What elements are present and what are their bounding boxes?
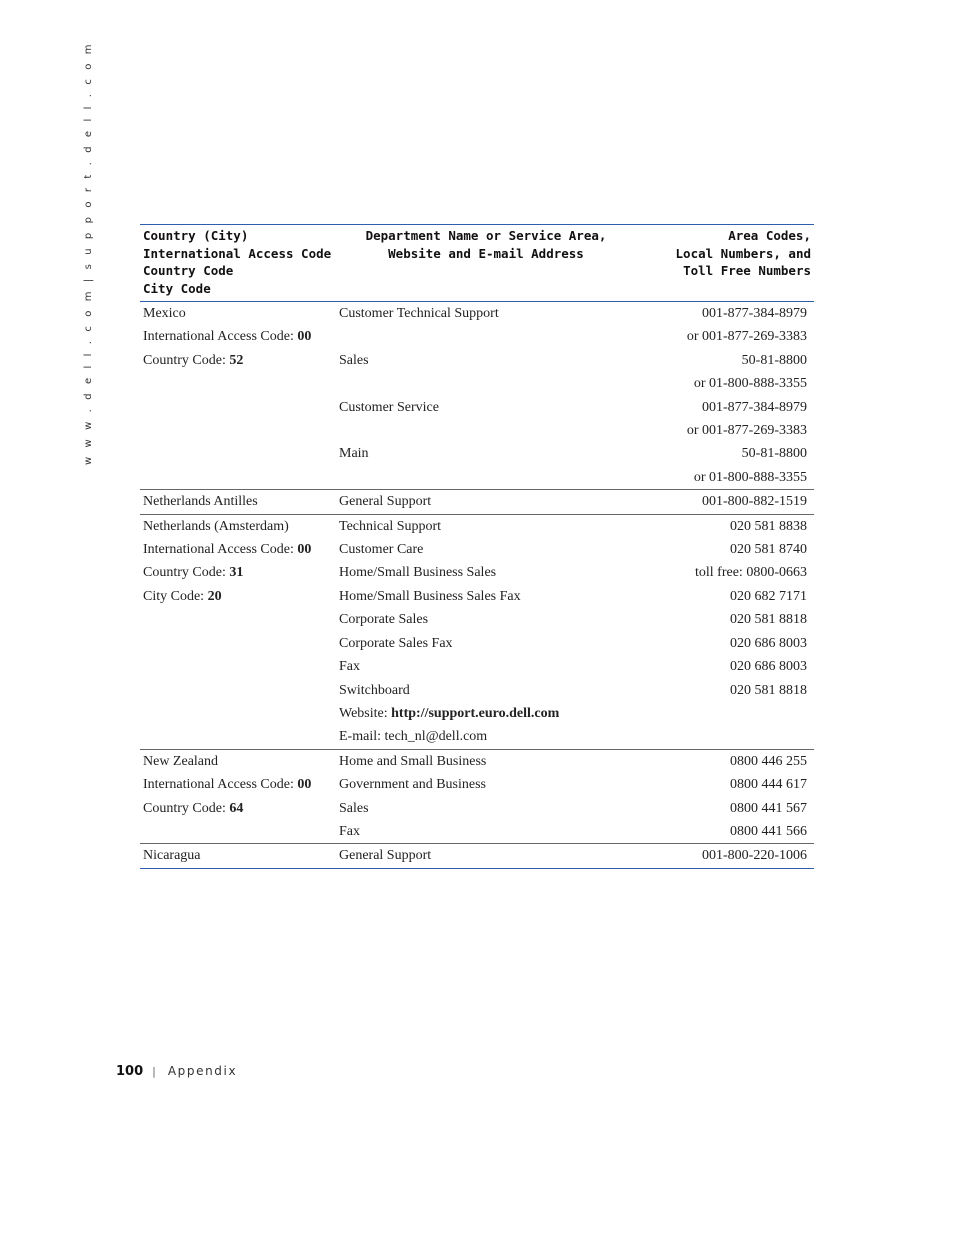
table-row (140, 725, 814, 749)
department-cell (336, 585, 636, 608)
department-cell (336, 797, 636, 820)
department-label: Customer Care (339, 542, 424, 558)
contact-table (140, 224, 814, 869)
contact-table-container (140, 224, 814, 869)
phone-number: 001-800-220-1006 (702, 848, 807, 864)
phone-number-cell (636, 655, 814, 678)
table-row (140, 773, 814, 796)
table-row (140, 490, 814, 514)
phone-number: or 001-877-269-3383 (686, 423, 807, 439)
department-label: Fax (339, 659, 360, 675)
phone-number: 001-800-882-1519 (702, 494, 807, 510)
country-info-cell (140, 325, 336, 348)
country-name-cell (140, 749, 336, 773)
table-row (140, 302, 814, 326)
country-info-value: 31 (229, 565, 244, 581)
phone-number-cell (636, 749, 814, 773)
country-info-value: 64 (229, 800, 244, 816)
phone-number-cell (636, 396, 814, 419)
department-cell (336, 844, 636, 868)
table-row (140, 655, 814, 678)
country-info-cell (140, 561, 336, 584)
department-label: General Support (339, 848, 432, 864)
header-department (336, 225, 636, 302)
department-cell (336, 608, 636, 631)
header-numbers (636, 225, 814, 302)
department-cell (336, 349, 636, 372)
department-cell (336, 372, 636, 395)
table-row (140, 419, 814, 442)
department-label: General Support (339, 494, 432, 510)
table-row (140, 466, 814, 490)
phone-number-cell (636, 514, 814, 538)
phone-number: 020 581 8818 (730, 612, 807, 628)
phone-number-cell (636, 797, 814, 820)
department-label: Home and Small Business (339, 753, 487, 769)
table-row (140, 561, 814, 584)
phone-number-cell (636, 632, 814, 655)
country-info-label: International Access Code: (143, 542, 298, 558)
country-info-cell (140, 372, 336, 395)
phone-number: 001-877-384-8979 (702, 306, 807, 321)
phone-number-cell (636, 372, 814, 395)
side-url-text: w w w . d e l l . c o m | s u p p o r t . d e l l . c o m (83, 41, 94, 465)
table-row (140, 325, 814, 348)
country-info-cell (140, 466, 336, 490)
table-body (140, 302, 814, 869)
country-info-value: 20 (207, 588, 222, 604)
country-info-cell (140, 655, 336, 678)
department-cell (336, 490, 636, 514)
phone-number: 020 581 8838 (730, 518, 807, 534)
phone-number-cell (636, 490, 814, 514)
country-info-cell (140, 608, 336, 631)
department-label: Corporate Sales Fax (339, 635, 453, 651)
country-name: Netherlands (Amsterdam) (143, 518, 289, 534)
phone-number: 50-81-8800 (741, 446, 807, 462)
country-info-label: Country Code: (143, 352, 230, 368)
phone-number-cell (636, 325, 814, 348)
phone-number: 020 686 8003 (730, 659, 807, 675)
department-cell (336, 679, 636, 702)
phone-number-cell (636, 773, 814, 796)
page-number: 100 (116, 1064, 144, 1079)
header-department-line: Department Name or Service Area, (365, 228, 607, 243)
country-info-value: 00 (297, 329, 312, 345)
header-country-line: City Code (143, 280, 211, 296)
country-info-value: 52 (229, 352, 244, 368)
table-row (140, 632, 814, 655)
department-label: Fax (339, 823, 360, 839)
table-row (140, 820, 814, 844)
phone-number: 020 682 7171 (730, 588, 807, 604)
department-cell (336, 820, 636, 844)
department-cell (336, 442, 636, 465)
table-row (140, 797, 814, 820)
department-label: Technical Support (339, 518, 442, 534)
country-info-cell (140, 679, 336, 702)
table-row (140, 442, 814, 465)
footer-separator: | (152, 1065, 156, 1078)
phone-number: or 01-800-888-3355 (693, 376, 807, 392)
phone-number-cell (636, 419, 814, 442)
phone-number-cell (636, 442, 814, 465)
phone-number: 020 581 8740 (730, 542, 807, 558)
country-info-cell (140, 396, 336, 419)
country-info-cell (140, 349, 336, 372)
phone-number: toll free: 0800-0663 (695, 565, 807, 581)
department-cell (336, 514, 636, 538)
phone-number: 020 686 8003 (730, 635, 807, 651)
country-info-cell (140, 419, 336, 442)
side-url-margin (83, 41, 97, 465)
table-row (140, 844, 814, 868)
department-cell (336, 466, 636, 490)
department-cell (336, 325, 636, 348)
table-row (140, 349, 814, 372)
table-row (140, 608, 814, 631)
header-numbers-line: Area Codes, (728, 228, 811, 243)
phone-number-cell (636, 820, 814, 844)
country-info-label: Country Code: (143, 800, 230, 816)
header-country (140, 225, 336, 302)
phone-number-cell (636, 585, 814, 608)
country-info-cell (140, 773, 336, 796)
country-name: Mexico (143, 306, 186, 321)
website-link[interactable]: http://support.euro.dell.com (391, 705, 560, 721)
phone-number-cell (636, 561, 814, 584)
country-info-label: Country Code: (143, 565, 230, 581)
country-info-cell (140, 442, 336, 465)
phone-number-cell (636, 725, 814, 749)
department-cell (336, 419, 636, 442)
department-label: Corporate Sales (339, 612, 429, 628)
country-info-label: City Code: (143, 588, 208, 604)
phone-number: or 01-800-888-3355 (693, 469, 807, 485)
department-cell (336, 773, 636, 796)
phone-number: 0800 441 567 (730, 800, 807, 816)
header-numbers-line: Toll Free Numbers (683, 263, 811, 278)
country-info-cell (140, 702, 336, 725)
department-label: Customer Service (339, 399, 439, 415)
table-row (140, 585, 814, 608)
phone-number-cell (636, 466, 814, 490)
table-row (140, 749, 814, 773)
country-name-cell (140, 514, 336, 538)
country-info-cell (140, 632, 336, 655)
department-label: Main (339, 446, 369, 462)
department-cell (336, 749, 636, 773)
header-country-line: Country Code (143, 263, 234, 278)
phone-number: 0800 441 566 (730, 823, 807, 839)
phone-number-cell (636, 702, 814, 725)
footer-section: Appendix (167, 1064, 238, 1078)
country-info-cell (140, 797, 336, 820)
phone-number-cell (636, 679, 814, 702)
department-label: Home/Small Business Sales Fax (339, 588, 521, 604)
table-row (140, 396, 814, 419)
department-cell (336, 655, 636, 678)
country-name: Netherlands Antilles (143, 494, 258, 510)
department-label: E-mail: tech_nl@dell.com (339, 729, 488, 745)
table-row (140, 679, 814, 702)
country-name-cell (140, 490, 336, 514)
country-name: Nicaragua (143, 848, 201, 864)
department-cell (336, 632, 636, 655)
department-cell (336, 538, 636, 561)
country-name-cell (140, 844, 336, 868)
phone-number-cell (636, 302, 814, 326)
department-label: Customer Technical Support (339, 306, 499, 321)
phone-number: or 001-877-269-3383 (686, 329, 807, 345)
phone-number-cell (636, 608, 814, 631)
country-info-cell (140, 538, 336, 561)
country-info-label: International Access Code: (143, 329, 298, 345)
table-row (140, 702, 814, 725)
table-row (140, 372, 814, 395)
department-label: Sales (339, 352, 369, 368)
department-label: Switchboard (339, 682, 410, 698)
table-row (140, 538, 814, 561)
department-cell (336, 561, 636, 584)
department-cell (336, 396, 636, 419)
table-row (140, 514, 814, 538)
department-label: Government and Business (339, 777, 486, 793)
country-info-cell (140, 585, 336, 608)
table-header (140, 225, 814, 302)
department-label: Home/Small Business Sales (339, 565, 497, 581)
country-info-cell (140, 820, 336, 844)
department-cell (336, 302, 636, 326)
department-label: Sales (339, 800, 369, 816)
country-info-label: International Access Code: (143, 777, 298, 793)
header-numbers-line: Local Numbers, and (675, 245, 811, 261)
country-name: New Zealand (143, 753, 219, 769)
phone-number: 0800 444 617 (730, 777, 807, 793)
country-info-cell (140, 725, 336, 749)
phone-number-cell (636, 538, 814, 561)
country-info-value: 00 (297, 542, 312, 558)
phone-number-cell (636, 349, 814, 372)
phone-number: 0800 446 255 (730, 753, 807, 769)
country-name-cell (140, 302, 336, 326)
header-department-line: Website and E-mail Address (388, 245, 584, 261)
phone-number: 50-81-8800 (741, 352, 807, 368)
header-country-line: Country (City) (143, 228, 249, 243)
phone-number: 020 581 8818 (730, 682, 807, 698)
phone-number-cell (636, 844, 814, 868)
phone-number: 001-877-384-8979 (702, 399, 807, 415)
page-footer (116, 1062, 237, 1080)
department-cell (336, 725, 636, 749)
department-label: Website: (339, 705, 392, 721)
department-cell (336, 702, 636, 725)
country-info-value: 00 (297, 777, 312, 793)
header-country-line: International Access Code (143, 245, 332, 261)
